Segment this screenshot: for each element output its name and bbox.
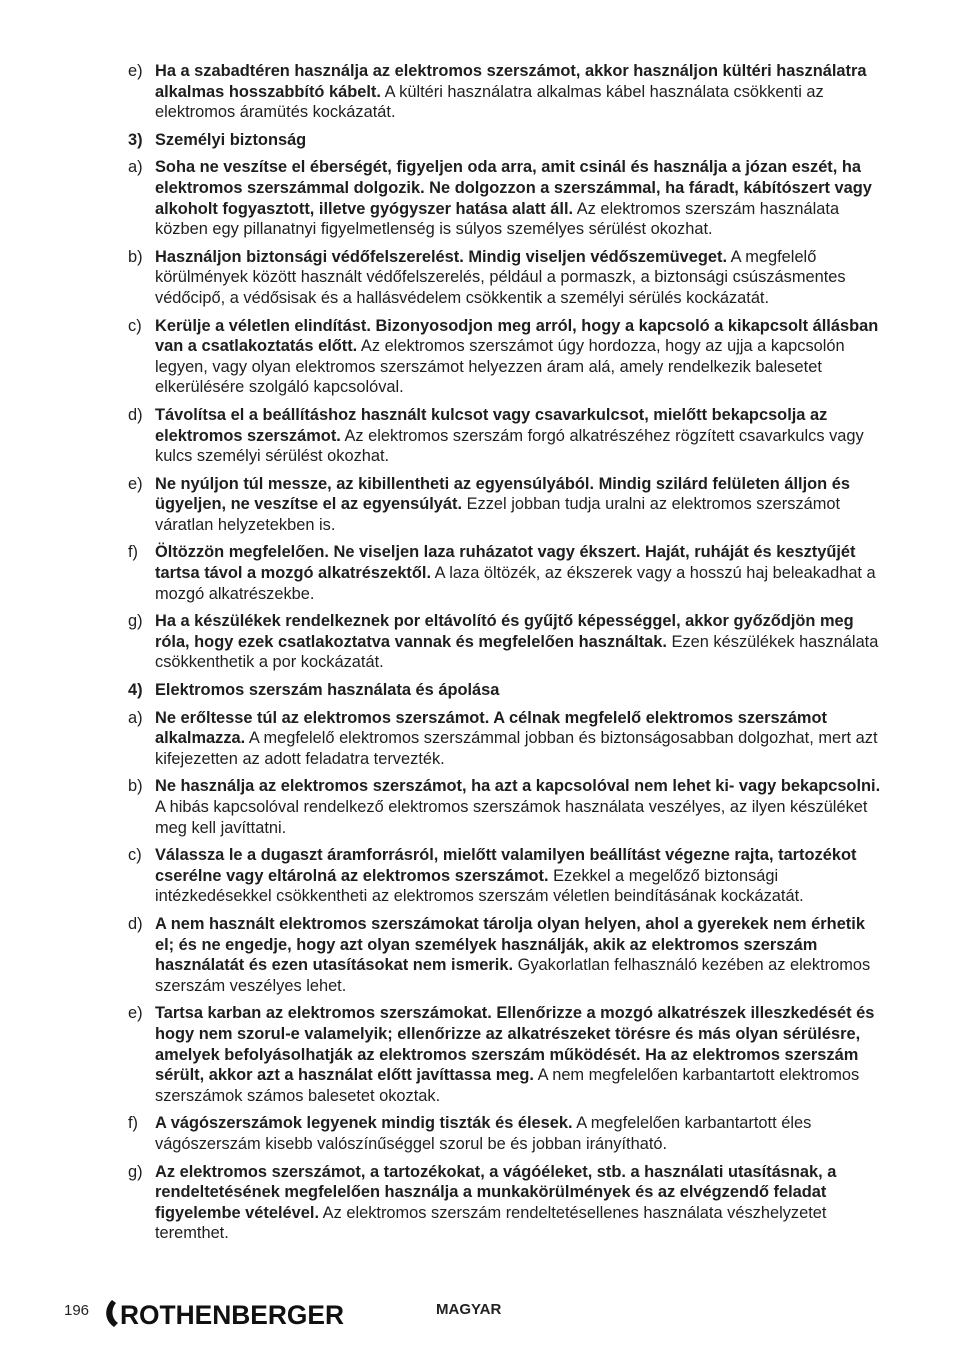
section-number: 3) [128, 130, 143, 149]
list-item [128, 708, 888, 770]
item-bold-text: Távolítsa el a beállításhoz használt kulcsot vagy csavarkulcsot, mielőtt bekapcsolja az elektromos szerszámot. [155, 405, 828, 445]
item-bold-text: Kerülje a véletlen elindítást. Bizonyosodjon meg arról, hogy a kapcsoló a kikapcsolt állásban van a csatlakoztatás előtt. [155, 316, 879, 356]
item-label: b) [128, 777, 143, 796]
item-bold-text: Használjon biztonsági védőfelszerelést. Mindig viseljen védőszemüveget. [155, 247, 728, 266]
item-bold-text: Tartsa karban az elektromos szerszámokat. Ellenőrizze a mozgó alkatrészek illeszkedését és hogy nem szorul-e valamelyik; ellenőrizze az alkatrészeket törésre és más olyan sérülésre, amelyek befolyásolhatják az elektromos szerszám működését. Ha az elektromos szerszám sérült, akkor azt a használat előtt javíttassa meg. [155, 1004, 875, 1085]
item-label: c) [128, 316, 142, 335]
item-text: A kültéri használatra alkalmas kábel használata csökkenti az elektromos áramütés kockázatát. [155, 82, 824, 122]
item-bold-text: Ha a készülékek rendelkeznek por eltávolító és gyűjtő képességgel, akkor győződjön meg róla, hogy ezek csatlakoztatva vannak és megfelelően használtak. [155, 612, 854, 651]
item-label: g) [128, 1162, 143, 1181]
list-item [128, 1113, 888, 1154]
item-label: c) [128, 846, 142, 865]
list-item [128, 247, 888, 309]
item-bold-text: Az elektromos szerszámot, a tartozékokat, a vágóéleket, stb. a használati utasításnak, a rendeltetésének megfelelően használja a munkakörülmények és az elvégzendő feladat figyelembe vételével. [155, 1162, 837, 1222]
item-text: A laza öltözék, az ékszerek vagy a hosszú haj beleakadhat a mozgó alkatrészekbe. [155, 564, 876, 603]
item-label: d) [128, 914, 143, 933]
section-number: 4) [128, 681, 143, 700]
item-text: A megfelelően karbantartott éles vágószerszám kisebb valószínűséggel szorul be és jobban irányítható. [155, 1114, 812, 1153]
item-bold-text: Soha ne veszítse el éberségét, figyeljen oda arra, amit csinál és használja a józan eszét, ha elektromos szerszámmal dolgozik. Ne dolgozzon a szerszámmal, ha fáradt, kábítószert vagy alkoholt fogyasztott, illetve gyógyszer hatása alatt áll. [155, 158, 872, 218]
list-item [128, 914, 888, 996]
list-item [128, 1162, 888, 1244]
section-heading [128, 680, 888, 701]
document-body [128, 61, 888, 1251]
item-bold-text: Ne használja az elektromos szerszámot, ha azt a kapcsolóval nem lehet ki- vagy bekapcsolni. [155, 777, 881, 796]
item-label: g) [128, 612, 143, 631]
list-item [128, 474, 888, 536]
section-title: Személyi biztonság [155, 130, 307, 149]
item-text: A hibás kapcsolóval rendelkező elektromos szerszámok használata veszélyes, az ilyen készüléket meg kell javíttatni. [155, 798, 868, 837]
list-item [128, 542, 888, 604]
item-text: Gyakorlatlan felhasználó kezében az elektromos szerszám veszélyes lehet. [155, 956, 871, 995]
list-item [128, 405, 888, 467]
rothenberger-logo [102, 1294, 350, 1332]
item-bold-text: Ne erőltesse túl az elektromos szerszámot. A célnak megfelelő elektromos szerszámot alkalmazza. [155, 708, 827, 748]
list-item [128, 1003, 888, 1106]
item-label: a) [128, 158, 143, 177]
item-label: f) [128, 1114, 139, 1133]
item-text: Ezzel jobban tudja uralni az elektromos szerszámot váratlan helyzetekben is. [155, 495, 841, 534]
item-text: Ezen készülékek használata csökkenthetik a por kockázatát. [155, 632, 879, 672]
item-text: Az elektromos szerszám használata közben egy pillanatnyi figyelmetlenség is súlyos személyes sérülést okozhat. [155, 199, 840, 239]
section-heading [128, 130, 888, 151]
language-label: MAGYAR [436, 1301, 502, 1318]
item-bold-text: Válassza le a dugaszt áramforrásról, mielőtt valamilyen beállítást végezne rajta, tartozékot cserélne vagy eltárolná az elektromos szerszámot. [155, 846, 857, 885]
list-item [128, 611, 888, 673]
item-text: Az elektromos szerszám forgó alkatrészéhez rögzített csavarkulcs vagy kulcs személyi sérülést okozhat. [155, 426, 864, 466]
item-bold-text: Öltözzön megfelelően. Ne viseljen laza ruházatot vagy ékszert. Haját, ruháját és kesztyűjét tartsa távol a mozgó alkatrészektől. [155, 543, 856, 583]
item-text: Az elektromos szerszámot úgy hordozza, hogy az ujja a kapcsolón legyen, vagy olyan elektromos szerszámot helyezzen áram alá, amely rendelkezik balesetet elkerülésére szolgáló kapcsolóval. [155, 337, 845, 397]
list-item [128, 157, 888, 239]
item-text: Ezekkel a megelőző biztonsági intézkedésekkel csökkentheti az elektromos szerszám véletlen beindításának kockázatát. [155, 866, 804, 906]
list-item [128, 776, 888, 838]
item-label: e) [128, 474, 143, 493]
item-bold-text: A nem használt elektromos szerszámokat tárolja olyan helyen, ahol a gyerekek nem érhetik el; és ne engedje, hogy azt olyan személyek használják, akik az elektromos szerszám használatát és ezen utasításokat nem ismerik. [155, 914, 865, 975]
item-text: Az elektromos szerszám rendeltetésellenes használata vészhelyzetet teremthet. [155, 1203, 827, 1243]
item-text: A nem megfelelően karbantartott elektromos szerszámok számos balesetet okoztak. [155, 1066, 860, 1105]
list-item [128, 316, 888, 398]
item-label: d) [128, 405, 143, 424]
item-label: b) [128, 247, 143, 266]
item-text: A megfelelő elektromos szerszámmal jobban és biztonságosabban dolgozhat, mert azt kifejezetten az adott feladatra tervezték. [155, 729, 878, 768]
item-bold-text: Ne nyúljon túl messze, az kibillentheti az egyensúlyából. Mindig szilárd felületen álljon és ügyeljen, ne veszítse el az egyensúlyát. [155, 474, 850, 514]
item-label: f) [128, 543, 139, 562]
item-label: a) [128, 708, 143, 727]
svg-text:ROTHENBERGER: ROTHENBERGER [120, 1300, 344, 1330]
section-title: Elektromos szerszám használata és ápolása [155, 681, 500, 700]
page-footer [0, 1290, 954, 1340]
item-bold-text: Ha a szabadtéren használja az elektromos szerszámot, akkor használjon kültéri használatra alkalmas hosszabbító kábelt. [155, 62, 867, 101]
item-label: e) [128, 62, 143, 80]
list-item [128, 61, 888, 123]
item-bold-text: A vágószerszámok legyenek mindig tiszták és élesek. [155, 1114, 573, 1133]
item-text: A megfelelő körülmények között használt védőfelszerelés, például a pormaszk, a biztonsági csúszásmentes védőcipő, a védősisak és a hallásvédelem csökkentik a személyi sérülés kockázatát. [155, 247, 846, 307]
list-item [128, 845, 888, 907]
item-label: e) [128, 1004, 143, 1023]
page-number: 196 [64, 1302, 90, 1319]
